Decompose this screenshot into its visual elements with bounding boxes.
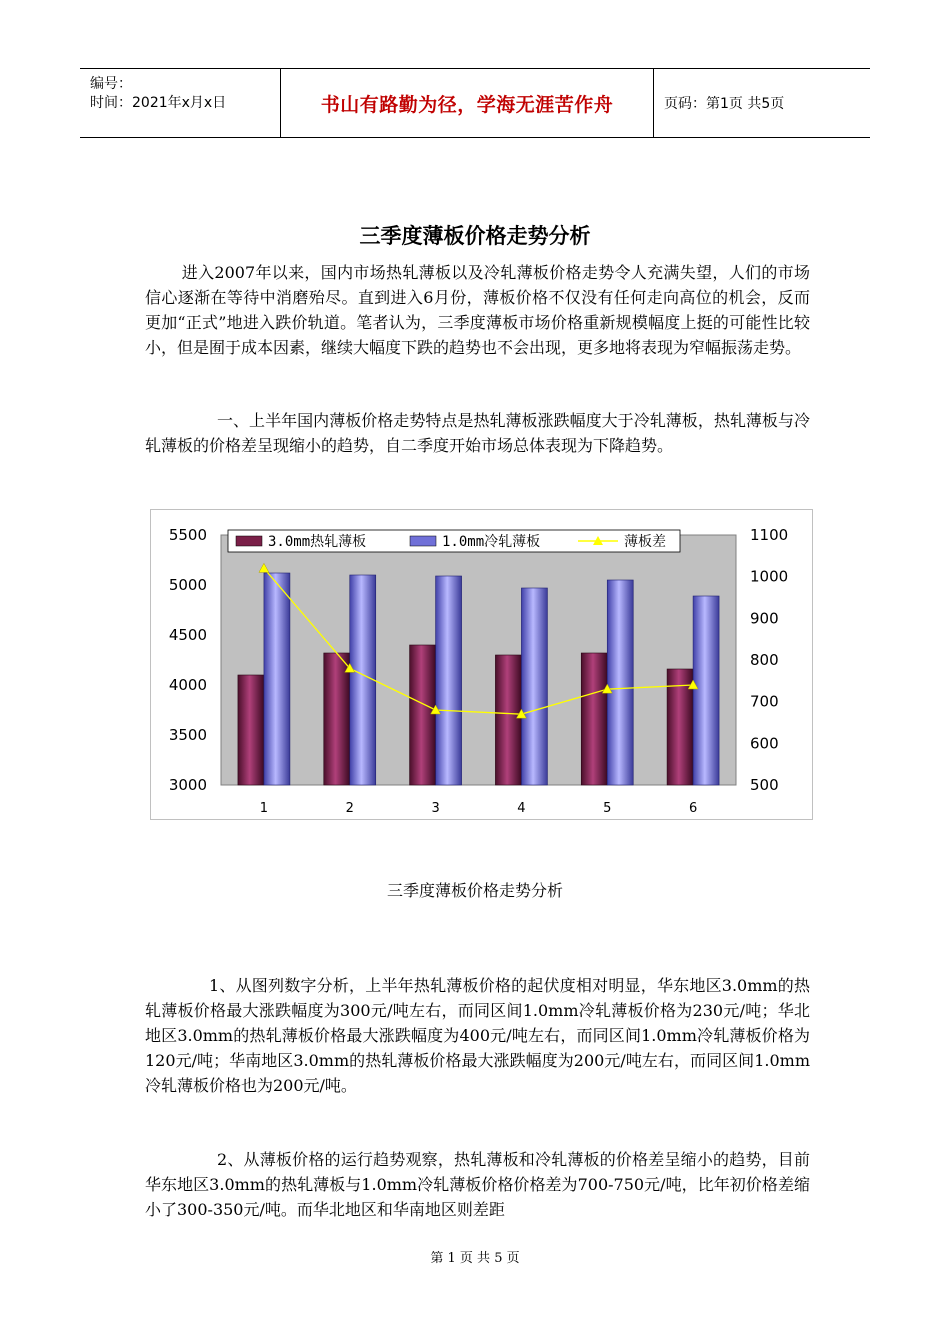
header-table [80,68,870,138]
price-chart [150,509,813,820]
chart-svg [151,510,812,819]
bar-hot-rolled [495,655,521,785]
y-right-tick-label: 1000 [750,567,789,586]
x-tick-label: 2 [345,801,354,816]
y-right-tick-label: 500 [750,776,779,794]
y-left-tick-label: 4500 [168,626,207,644]
y-left-tick-label: 4000 [168,676,207,694]
bar-cold-rolled [693,596,719,785]
legend-label-diff: 薄板差 [624,534,666,550]
y-left-tick-label: 5500 [168,526,207,544]
x-tick-label: 6 [688,801,698,816]
y-left-tick-label: 3000 [168,776,207,794]
bar-hot-rolled [410,645,436,785]
header-left-cell [80,69,280,137]
bar-hot-rolled [238,675,264,785]
page-footer: 第 1 页 共 5 页 [430,1251,520,1266]
bar-cold-rolled [436,576,462,785]
y-left-tick-label: 5000 [168,576,207,594]
point1-paragraph [145,973,810,1098]
x-tick-label: 5 [603,801,612,816]
y-left-tick-label: 3500 [168,726,207,744]
intro-paragraph [145,260,810,360]
legend-label-cold: 1.0mm冷轧薄板 [442,534,541,550]
bar-cold-rolled [607,580,633,785]
legend-swatch-cold [410,536,436,546]
bar-hot-rolled [324,653,350,785]
section1-text: 一、上半年国内薄板价格走势特点是热轧薄板涨跌幅度大于冷轧薄板，热轧薄板与冷轧薄板的价格差呈现缩小的趋势，自二季度开始市场总体表现为下降趋势。 [145,411,810,455]
bar-cold-rolled [350,575,376,785]
page-label: 页码：第1页 共5页 [664,96,785,112]
x-tick-label: 4 [517,801,526,816]
section1-paragraph [145,408,810,458]
x-tick-label: 1 [259,801,269,816]
motto: 书山有路勤为径，学海无涯苦作舟 [280,69,654,137]
y-right-tick-label: 600 [750,734,779,753]
number-label: 编号： [90,76,132,92]
point2-text: 2、从薄板价格的运行趋势观察，热轧薄板和冷轧薄板的价格差呈缩小的趋势，目前华东地区3.0mm的热轧薄板与1.0mm冷轧薄板价格价格差为700-750元/吨，比年初价格差缩小了300-350元/吨。而华北地区和华南地区则差距 [145,1150,810,1219]
y-right-tick-label: 800 [750,651,779,669]
bar-cold-rolled [264,573,290,785]
x-tick-label: 3 [431,801,440,816]
y-right-tick-label: 900 [750,609,779,628]
y-right-tick-label: 700 [750,692,779,711]
y-right-tick-label: 1100 [750,526,789,544]
page-title: 三季度薄板价格走势分析 [359,224,591,248]
plot-area [221,535,736,785]
point2-paragraph [145,1147,810,1222]
legend-swatch-hot [236,536,262,546]
bar-hot-rolled [581,653,607,785]
legend-label-hot: 3.0mm热轧薄板 [268,534,367,550]
date-label: 时间：2021年x月x日 [90,95,227,111]
chart-caption: 三季度薄板价格走势分析 [386,881,563,900]
point1-text: 1、从图列数字分析，上半年热轧薄板价格的起伏度相对明显，华东地区3.0mm的热轧薄板价格最大涨跌幅度为300元/吨左右，而同区间1.0mm冷轧薄板价格为230元/吨；华北地区3.0mm的热轧薄板价格最大涨跌幅度为400元/吨左右，而同区间1.0mm冷轧薄板价格为120元/吨；华南地区3.0mm的热轧薄板价格最大涨跌幅度为200元/吨左右，而同区间1.0mm冷轧薄板价格也为200元/吨。 [145,976,810,1095]
bar-cold-rolled [521,588,547,785]
intro-text: 进入2007年以来，国内市场热轧薄板以及冷轧薄板价格走势令人充满失望，人们的市场信心逐渐在等待中消磨殆尽。直到进入6月份，薄板价格不仅没有任何走向高位的机会，反而更加“正式”地进入跌价轨道。笔者认为，三季度薄板市场价格重新规模幅度上挺的可能性比较小，但是囿于成本因素，继续大幅度下跌的趋势也不会出现，更多地将表现为窄幅振荡走势。 [145,263,810,357]
